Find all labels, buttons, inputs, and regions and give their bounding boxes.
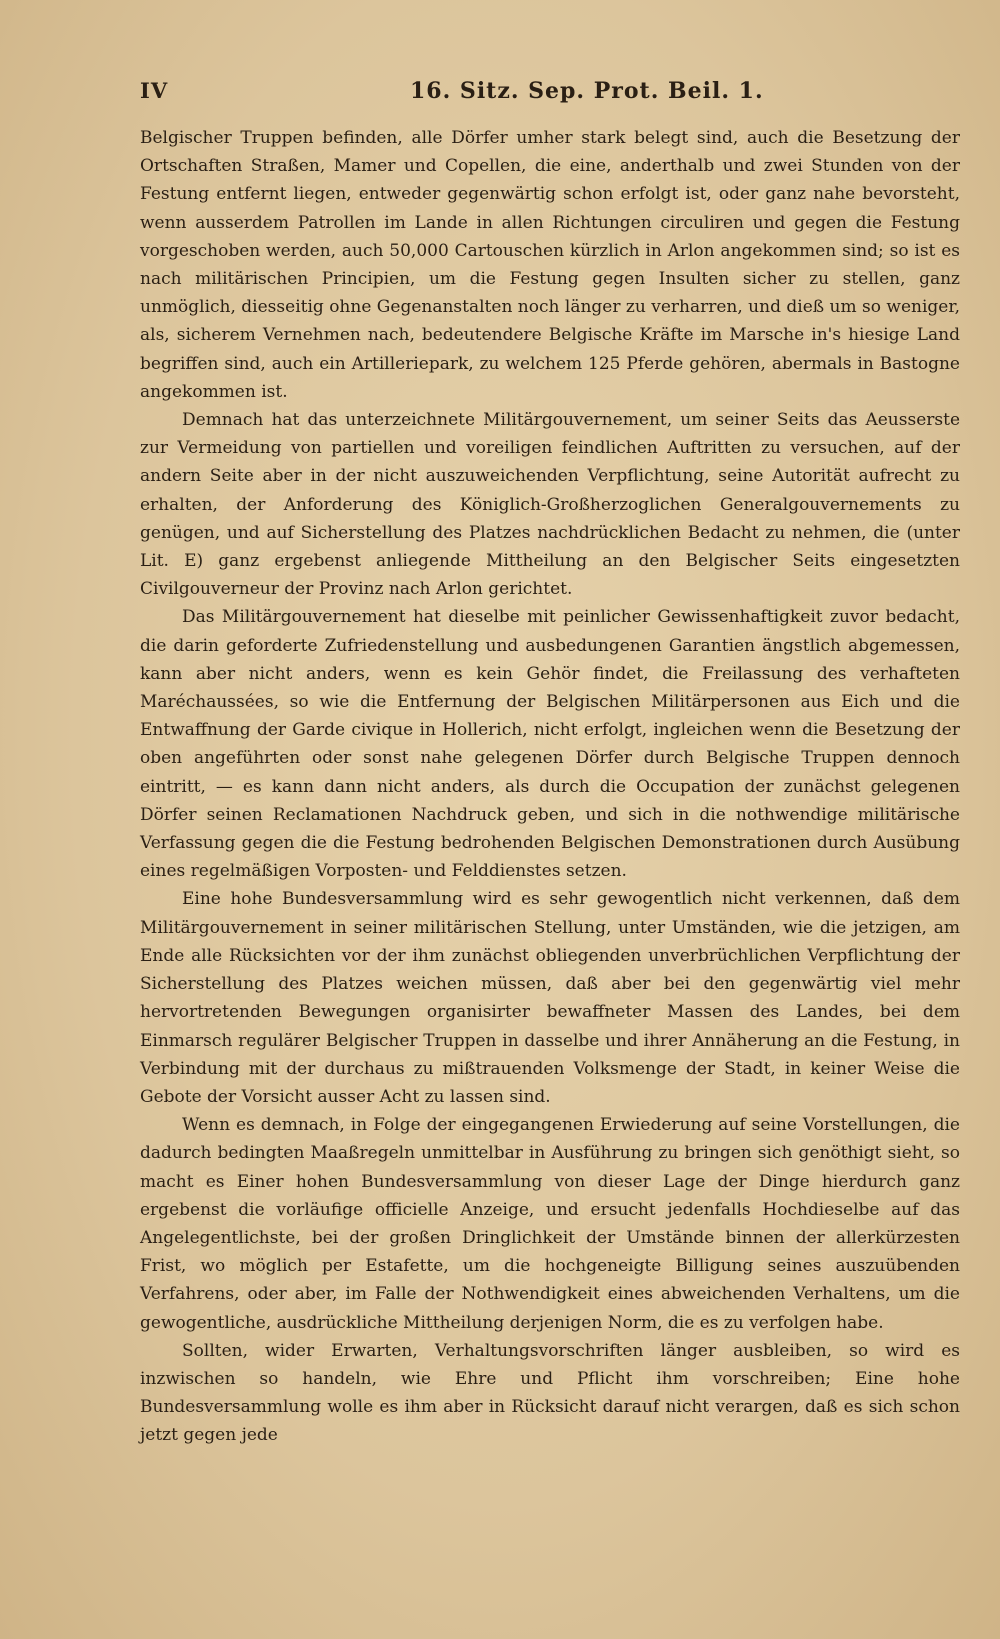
page-number: IV	[140, 78, 169, 103]
running-head: 16. Sitz. Sep. Prot. Beil. 1.	[410, 78, 764, 104]
page-header	[140, 78, 960, 110]
body-text	[140, 124, 960, 1450]
paragraph: Eine hohe Bundesversammlung wird es sehr gewogentlich nicht verkennen, daß dem Militärgouvernement in seiner militärischen Stellung, unter Umständen, wie die jetzigen, am Ende alle Rücksichten vor der ihm zunächst obliegenden unverbrüchlichen Verpflichtung der Sicherstellung des Platzes weichen müssen, daß aber bei den gegenwärtig viel mehr hervortretenden Bewegungen organisirter bewaffneter Massen des Landes, bei dem Einmarsch regulärer Belgischer Truppen in dasselbe und ihrer Annäherung an die Festung, in Verbindung mit der durchaus zu mißtrauenden Volksmenge der Stadt, in keiner Weise die Gebote der Vorsicht ausser Acht zu lassen sind.	[140, 889, 960, 1107]
paragraph: Sollten, wider Erwarten, Verhaltungsvorschriften länger ausbleiben, so wird es inzwischen so handeln, wie Ehre und Pflicht ihm vorschreiben; Eine hohe Bundesversammlung wolle es ihm aber in Rücksicht darauf nicht verargen, daß es sich schon jetzt gegen jede	[140, 1340, 960, 1446]
paragraph: Das Militärgouvernement hat dieselbe mit peinlicher Gewissenhaftigkeit zuvor bedacht, die darin geforderte Zufriedenstellung und ausbedungenen Garantien ängstlich abgemessen, kann aber nicht anders, wenn es kein Gehör findet, die Freilassung des verhafteten Maréchaussées, so wie die Entfernung der Belgischen Militärpersonen aus Eich und die Entwaffnung der Garde civique in Hollerich, nicht erfolgt, ingleichen wenn die Besetzung der oben angeführten oder sonst nahe gelegenen Dörfer durch Belgische Truppen dennoch eintritt, — es kann dann nicht anders, als durch die Occupation der zunächst gelegenen Dörfer seinen Reclamationen Nachdruck geben, und sich in die nothwendige militärische Verfassung gegen die die Festung bedrohenden Belgischen Demonstrationen durch Ausübung eines regelmäßigen Vorposten- und Felddienstes setzen.	[140, 607, 960, 882]
paragraph: Demnach hat das unterzeichnete Militärgouvernement, um seiner Seits das Aeusserste zur Vermeidung von partiellen und voreiligen feindlichen Auftritten zu versuchen, auf der andern Seite aber in der nicht auszuweichenden Verpflichtung, seine Autorität aufrecht zu erhalten, der Anforderung des Königlich-Großherzoglichen Generalgouvernements zu genügen, und auf Sicherstellung des Platzes nachdrücklichen Bedacht zu nehmen, die (unter Lit. E) ganz ergebenst anliegende Mittheilung an den Belgischer Seits eingesetzten Civilgouverneur der Provinz nach Arlon gerichtet.	[140, 410, 960, 600]
paragraph: Belgischer Truppen befinden, alle Dörfer umher stark belegt sind, auch die Besetzung der Ortschaften Straßen, Mamer und Copellen, die eine, anderthalb und zwei Stunden von der Festung entfernt liegen, entweder gegenwärtig schon erfolgt ist, oder ganz nahe bevorsteht, wenn ausserdem Patrollen im Lande in allen Richtungen circuliren und gegen die Festung vorgeschoben werden, auch 50,000 Cartouschen kürzlich in Arlon angekommen sind; so ist es nach militärischen Principien, um die Festung gegen Insulten sicher zu stellen, ganz unmöglich, diesseitig ohne Gegenanstalten noch länger zu verharren, und dieß um so weniger, als, sicherem Vernehmen nach, bedeutendere Belgische Kräfte im Marsche in's hiesige Land begriffen sind, auch ein Artilleriepark, zu welchem 125 Pferde gehören, abermals in Bastogne angekommen ist.	[140, 128, 960, 402]
paragraph: Wenn es demnach, in Folge der eingegangenen Erwiederung auf seine Vorstellungen, die dadurch bedingten Maaßregeln unmittelbar in Ausführung zu bringen sich genöthigt sieht, so macht es Einer hohen Bundesversammlung von dieser Lage der Dinge hierdurch ganz ergebenst die vorläufige officielle Anzeige, und ersucht jedenfalls Hochdieselbe auf das Angelegentlichste, bei der großen Dringlichkeit der Umstände binnen der allerkürzesten Frist, wo möglich per Estafette, um die hochgeneigte Billigung seines auszuübenden Verfahrens, oder aber, im Falle der Nothwendigkeit eines abweichenden Verhaltens, um die gewogentliche, ausdrückliche Mittheilung derjenigen Norm, die es zu verfolgen habe.	[140, 1115, 960, 1333]
